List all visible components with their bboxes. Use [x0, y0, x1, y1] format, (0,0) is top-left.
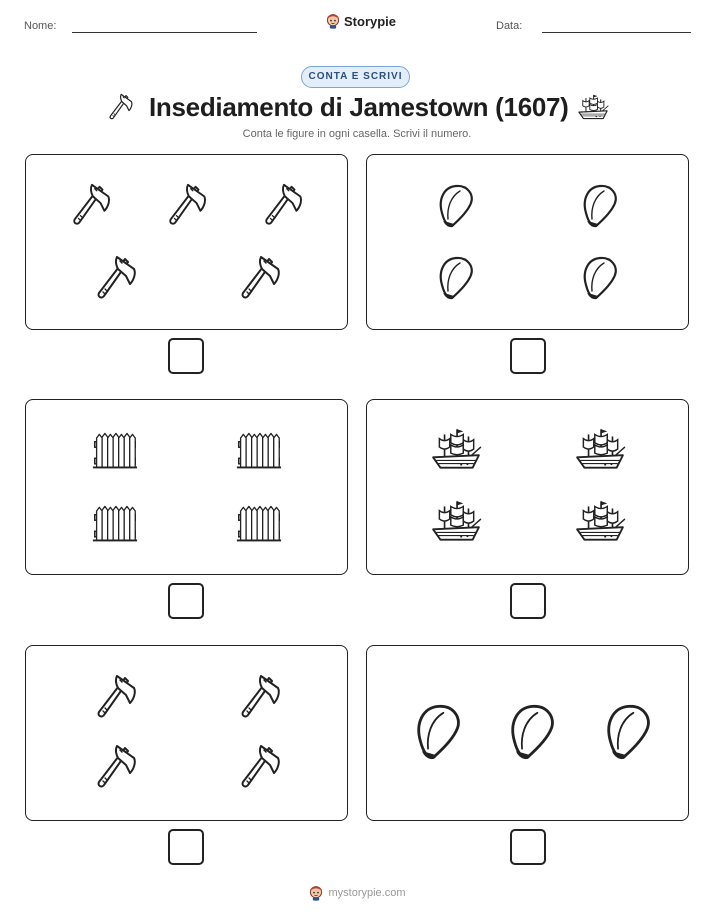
- ship-icon: [574, 498, 626, 544]
- footer: [0, 885, 714, 901]
- count-panel-4: [366, 399, 689, 575]
- axe-icon: [162, 181, 210, 229]
- mascot-icon: [325, 13, 341, 29]
- axe-icon: [66, 181, 114, 229]
- count-panel-5: [25, 645, 348, 821]
- mascot-icon: [308, 885, 324, 901]
- corn-kernel-icon: [405, 700, 469, 764]
- page-title: Insediamento di Jamestown (1607): [149, 92, 569, 122]
- corn-kernel-icon: [595, 700, 659, 764]
- axe-icon: [258, 181, 306, 229]
- name-label: Nome:: [24, 20, 57, 32]
- axe-icon: [234, 253, 284, 303]
- answer-box-4[interactable]: [510, 583, 546, 619]
- name-field[interactable]: [72, 32, 257, 33]
- fence-icon: [236, 430, 282, 470]
- instructions: Conta le figure in ogni casella. Scrivi il numero.: [242, 128, 472, 140]
- ship-icon: [574, 426, 626, 472]
- corn-kernel-icon: [574, 253, 624, 303]
- corn-kernel-icon: [499, 700, 563, 764]
- activity-badge: CONTA E SCRIVI: [301, 66, 410, 88]
- footer-url[interactable]: mystorypie.com: [328, 887, 406, 899]
- axe-icon: [234, 742, 284, 792]
- axe-icon: [234, 672, 284, 722]
- axe-icon: [90, 742, 140, 792]
- count-panel-2: [366, 154, 689, 330]
- ship-icon: [430, 498, 482, 544]
- count-panel-6: [366, 645, 689, 821]
- axe-icon: [90, 253, 140, 303]
- fence-icon: [92, 503, 138, 543]
- answer-box-6[interactable]: [510, 829, 546, 865]
- count-panel-1: [25, 154, 348, 330]
- count-panel-3: [25, 399, 348, 575]
- brand-name: Storypie: [344, 13, 397, 29]
- corn-kernel-icon: [430, 181, 480, 231]
- fence-icon: [236, 503, 282, 543]
- date-field[interactable]: [542, 32, 691, 33]
- answer-box-1[interactable]: [168, 338, 204, 374]
- date-label: Data:: [496, 20, 523, 32]
- corn-kernel-icon: [430, 253, 480, 303]
- answer-box-3[interactable]: [168, 583, 204, 619]
- answer-box-2[interactable]: [510, 338, 546, 374]
- ship-icon: [430, 426, 482, 472]
- ship-icon: [577, 92, 609, 122]
- brand-logo: [325, 13, 396, 29]
- axe-icon: [105, 92, 135, 122]
- answer-box-5[interactable]: [168, 829, 204, 865]
- fence-icon: [92, 430, 138, 470]
- corn-kernel-icon: [574, 181, 624, 231]
- axe-icon: [90, 672, 140, 722]
